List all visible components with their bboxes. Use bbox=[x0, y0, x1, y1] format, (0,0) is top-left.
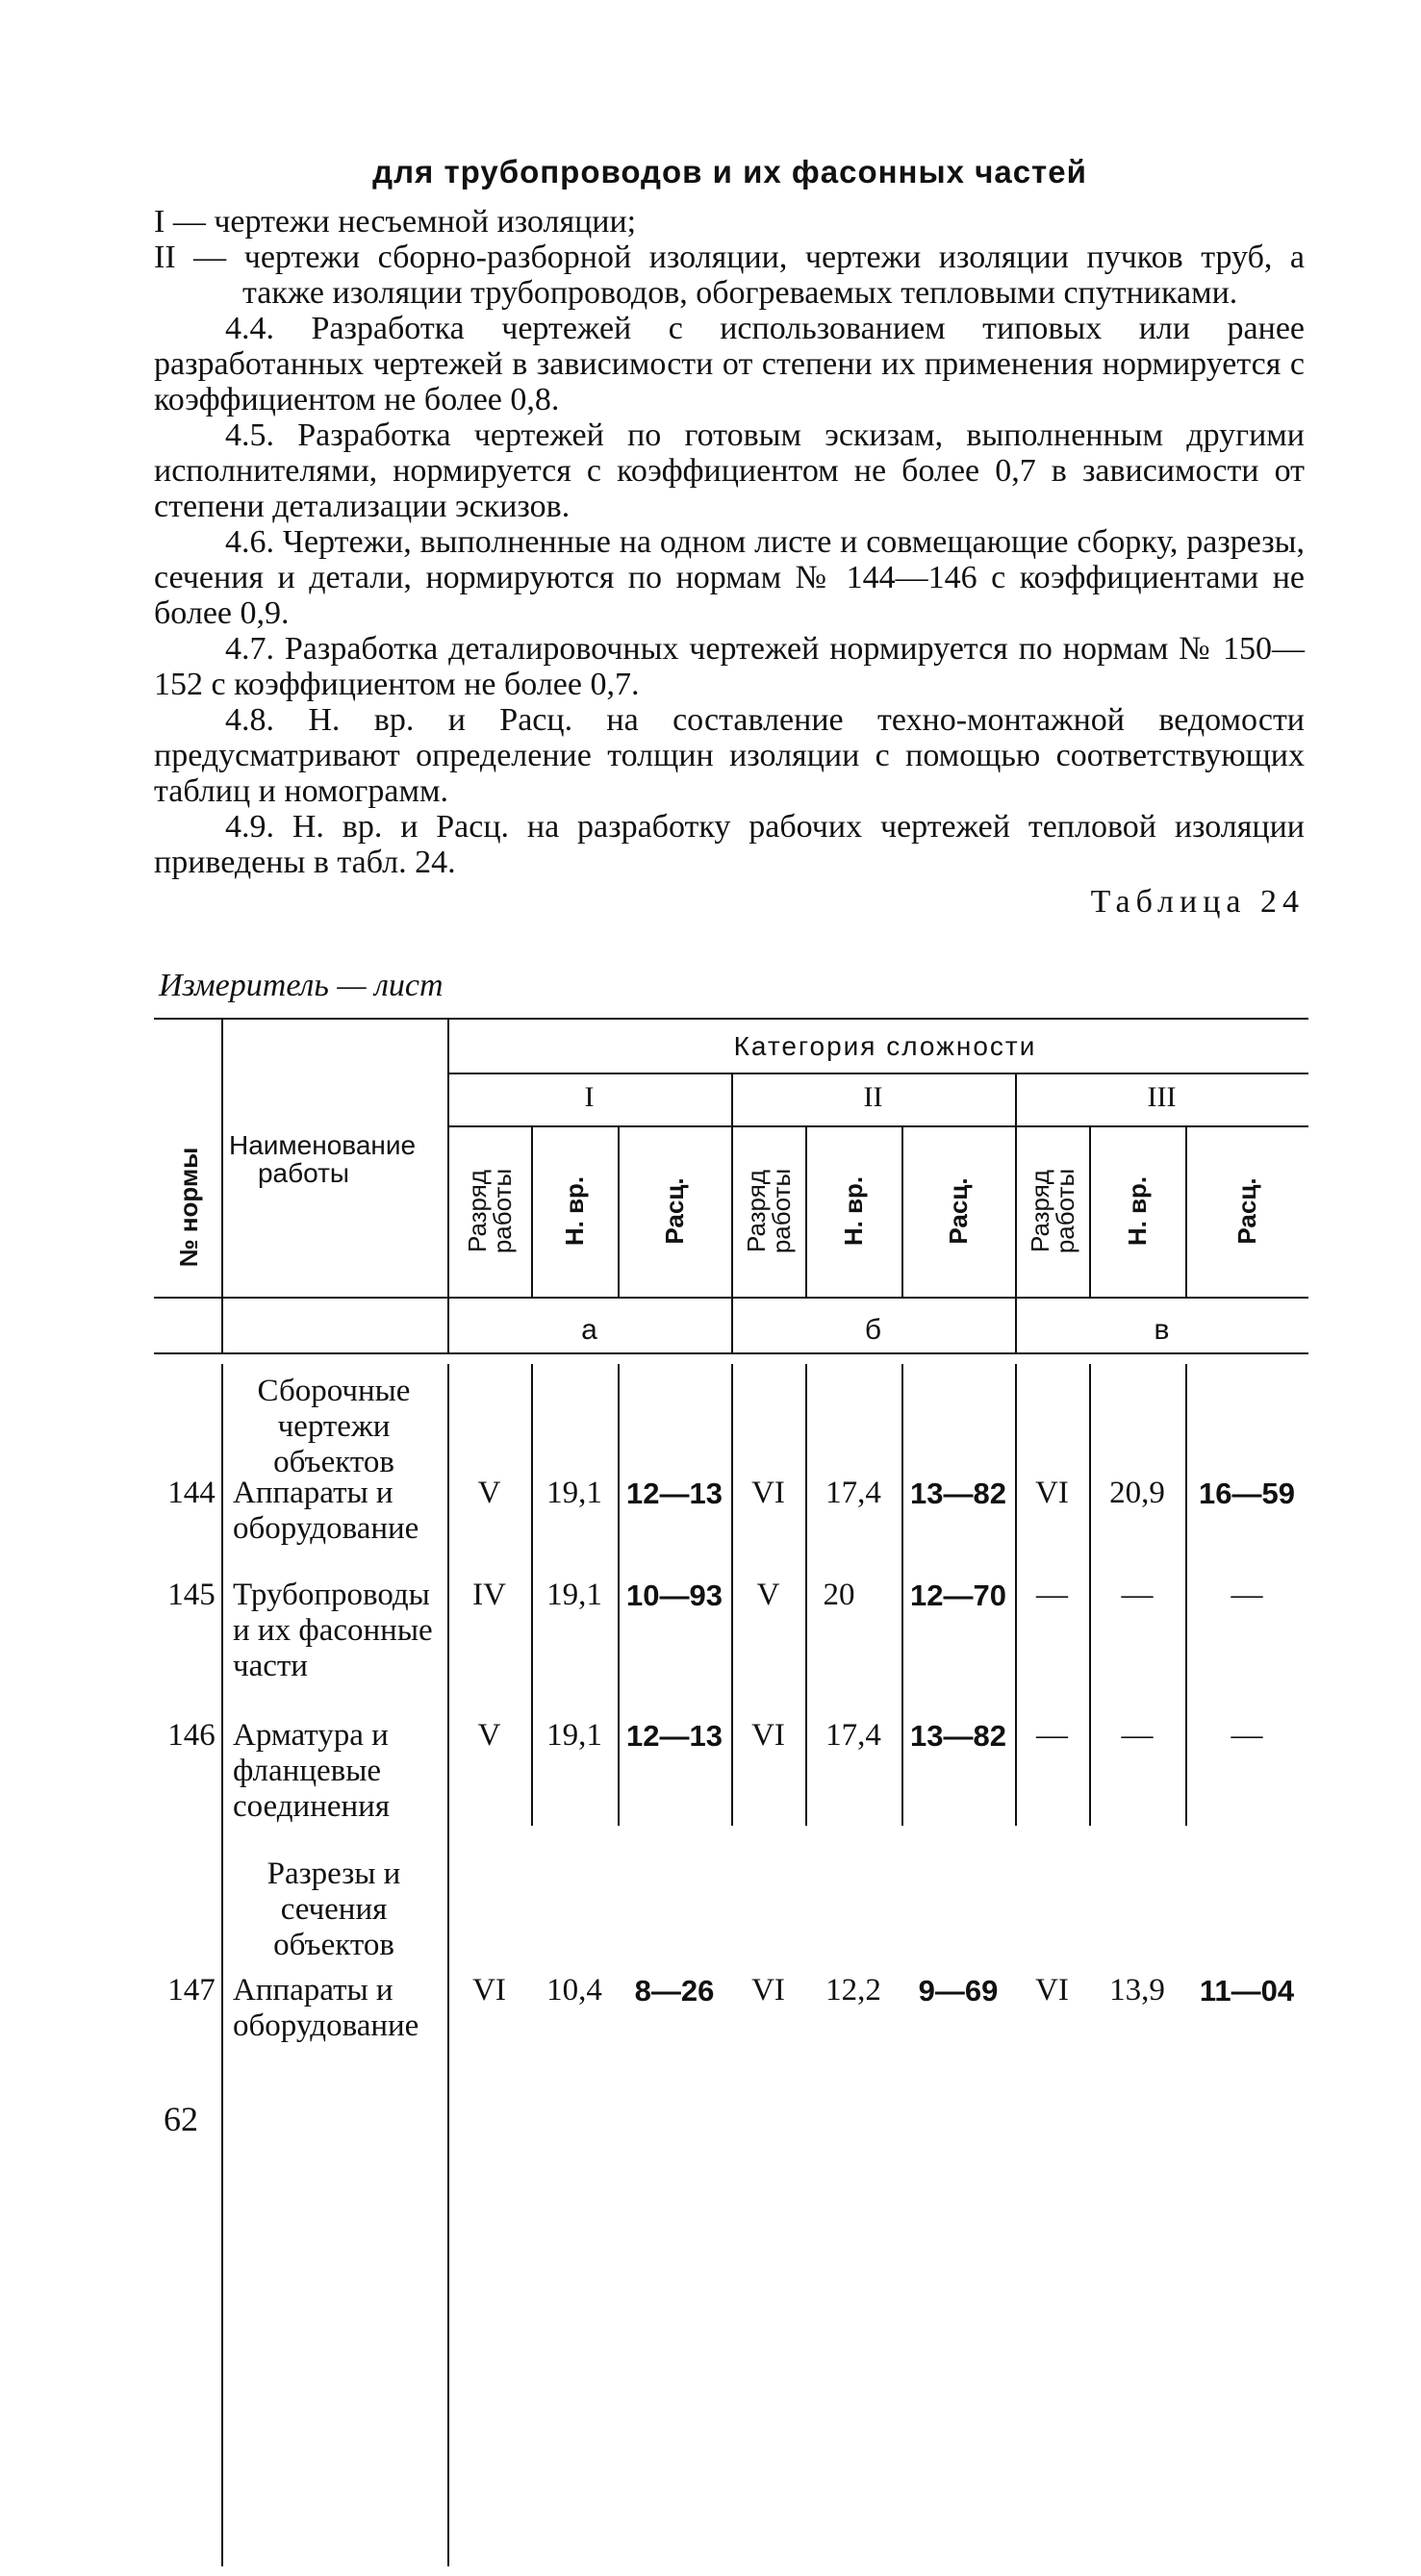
cell-grade: VI bbox=[751, 1476, 785, 1510]
rate-header: Расц. bbox=[944, 1177, 973, 1245]
cell-rate: 16—59 bbox=[1199, 1477, 1295, 1510]
paragraph-4-4: 4.4. Разработка чертежей с использованием типовых или ранее разработанных чертежей в зависимости от степени их применения нормируется с коэффициентом не более 0,8. bbox=[154, 311, 1305, 417]
section-heading: Сборочные чертежи объектов bbox=[257, 1374, 411, 1479]
col-rule bbox=[901, 1125, 903, 1297]
cell-grade: VI bbox=[1035, 1973, 1069, 2008]
cell-rate: 13—82 bbox=[910, 1719, 1006, 1753]
cell-rate: 10—93 bbox=[626, 1578, 723, 1612]
work-name: Арматура и фланцевые соединения bbox=[233, 1718, 391, 1824]
paragraph-4-7: 4.7. Разработка деталировочных чертежей нормируется по нормам № 150—152 с коэффициентом не более 0,7. bbox=[154, 631, 1305, 702]
cell-time: 20,9 bbox=[1109, 1476, 1165, 1510]
col-rule bbox=[531, 1125, 533, 1297]
cell-time: 19,1 bbox=[546, 1718, 602, 1753]
cell-time: 19,1 bbox=[546, 1578, 602, 1612]
column-label-b: б bbox=[864, 1314, 882, 1346]
norm-number: 144 bbox=[167, 1476, 216, 1510]
table-label: Таблица 24 bbox=[1090, 884, 1305, 920]
work-name: Трубопроводы и их фасонные части bbox=[233, 1578, 433, 1683]
norm-no-header: № нормы bbox=[174, 1147, 203, 1268]
column-label-a: а bbox=[581, 1314, 597, 1346]
time-header: Н. вр. bbox=[560, 1175, 589, 1247]
cell-rate: 13—82 bbox=[910, 1477, 1006, 1510]
cell-time: 13,9 bbox=[1109, 1973, 1165, 2008]
labels-bottom-rule bbox=[154, 1352, 1308, 1354]
cell-grade: VI bbox=[751, 1973, 785, 2008]
col-rule bbox=[447, 1018, 449, 1352]
rate-header: Расц. bbox=[660, 1177, 689, 1245]
page-number: 62 bbox=[164, 2100, 198, 2138]
cell-grade: V bbox=[756, 1578, 780, 1612]
cell-grade: V bbox=[477, 1476, 501, 1510]
rate-header: Расц. bbox=[1232, 1177, 1261, 1245]
cell-rate: 12—70 bbox=[910, 1578, 1006, 1612]
cell-time: 12,2 bbox=[825, 1973, 881, 2008]
group-header-iii: III bbox=[1147, 1081, 1177, 1113]
category-header: Категория сложности bbox=[733, 1031, 1037, 1061]
time-header: Н. вр. bbox=[1123, 1175, 1152, 1247]
cell-rate: — bbox=[1231, 1578, 1263, 1612]
category-rule bbox=[447, 1073, 1308, 1074]
cell-time: 17,4 bbox=[825, 1476, 881, 1510]
cell-grade: VI bbox=[472, 1973, 506, 2008]
cell-rate: 8—26 bbox=[634, 1974, 715, 2008]
list-item-i: I — чертежи несъемной изоляции; bbox=[154, 204, 637, 240]
column-label-v: в bbox=[1154, 1314, 1170, 1346]
paragraph-4-8: 4.8. Н. вр. и Расц. на составление техно-монтажной ведомости предусматривают определение толщин изоляции с помощью соответствующих таблиц и номограмм. bbox=[154, 702, 1305, 809]
norms-table bbox=[154, 1018, 1308, 2576]
cell-time: 10,4 bbox=[546, 1973, 602, 2008]
cell-grade: VI bbox=[751, 1718, 785, 1753]
cell-time: 19,1 bbox=[546, 1476, 602, 1510]
col-rule bbox=[618, 1125, 620, 1297]
work-name: Аппараты и оборудование bbox=[233, 1476, 419, 1546]
group-header-i: I bbox=[584, 1081, 595, 1113]
cell-time: 17,4 bbox=[825, 1718, 881, 1753]
cell-grade: — bbox=[1036, 1718, 1068, 1753]
grade-header: Разряд работы bbox=[463, 1168, 517, 1254]
cell-time: 20 bbox=[823, 1578, 855, 1612]
cell-grade: — bbox=[1036, 1578, 1068, 1612]
cell-rate: 9—69 bbox=[918, 1974, 999, 2008]
body-text bbox=[154, 204, 1305, 920]
cell-grade: V bbox=[477, 1718, 501, 1753]
table-top-rule bbox=[154, 1018, 1308, 1020]
group-rule bbox=[447, 1125, 1308, 1127]
page-header: для трубопроводов и их фасонных частей bbox=[372, 154, 1087, 189]
paragraph-4-6: 4.6. Чертежи, выполненные на одном листе и совмещающие сборку, разрезы, сечения и детали, нормируются по нормам № 144—146 с коэффициентами не более 0,9. bbox=[154, 524, 1305, 631]
cell-rate: 11—04 bbox=[1199, 1974, 1295, 2008]
grade-header: Разряд работы bbox=[742, 1168, 796, 1254]
norm-number: 145 bbox=[167, 1578, 216, 1612]
time-header: Н. вр. bbox=[839, 1175, 868, 1247]
cell-rate: 12—13 bbox=[626, 1477, 723, 1510]
cell-rate: — bbox=[1231, 1718, 1263, 1753]
cell-rate: 12—13 bbox=[626, 1719, 723, 1753]
list-item-ii: II — чертежи сборно-разборной изоляции, чертежи изоляции пучков труб, а также изоляции трубопроводов, обогреваемых тепловыми спутниками. bbox=[154, 240, 1305, 311]
col-rule bbox=[221, 1364, 223, 2566]
cell-grade: IV bbox=[472, 1578, 506, 1612]
col-rule bbox=[1185, 1125, 1187, 1297]
cell-time: — bbox=[1121, 1578, 1154, 1612]
paragraph-4-9: 4.9. Н. вр. и Расц. на разработку рабочих чертежей тепловой изоляции приведены в табл. 24. bbox=[154, 809, 1305, 880]
norm-number: 146 bbox=[167, 1718, 216, 1753]
section-heading: Разрезы и сечения объектов bbox=[266, 1856, 401, 1962]
cell-grade: VI bbox=[1035, 1476, 1069, 1510]
work-name: Аппараты и оборудование bbox=[233, 1973, 419, 2043]
measure-unit: Измеритель — лист bbox=[159, 968, 444, 1003]
group-header-ii: II bbox=[863, 1081, 883, 1113]
paragraph-4-5: 4.5. Разработка чертежей по готовым эскизам, выполненным другими исполнителями, нормируется с коэффициентом не более 0,7 в зависимости от степени детализации эскизов. bbox=[154, 417, 1305, 524]
grade-header: Разряд работы bbox=[1026, 1168, 1079, 1254]
cell-time: — bbox=[1121, 1718, 1154, 1753]
norm-number: 147 bbox=[167, 1973, 216, 2008]
work-name-header: Наименование работы bbox=[229, 1130, 417, 1188]
